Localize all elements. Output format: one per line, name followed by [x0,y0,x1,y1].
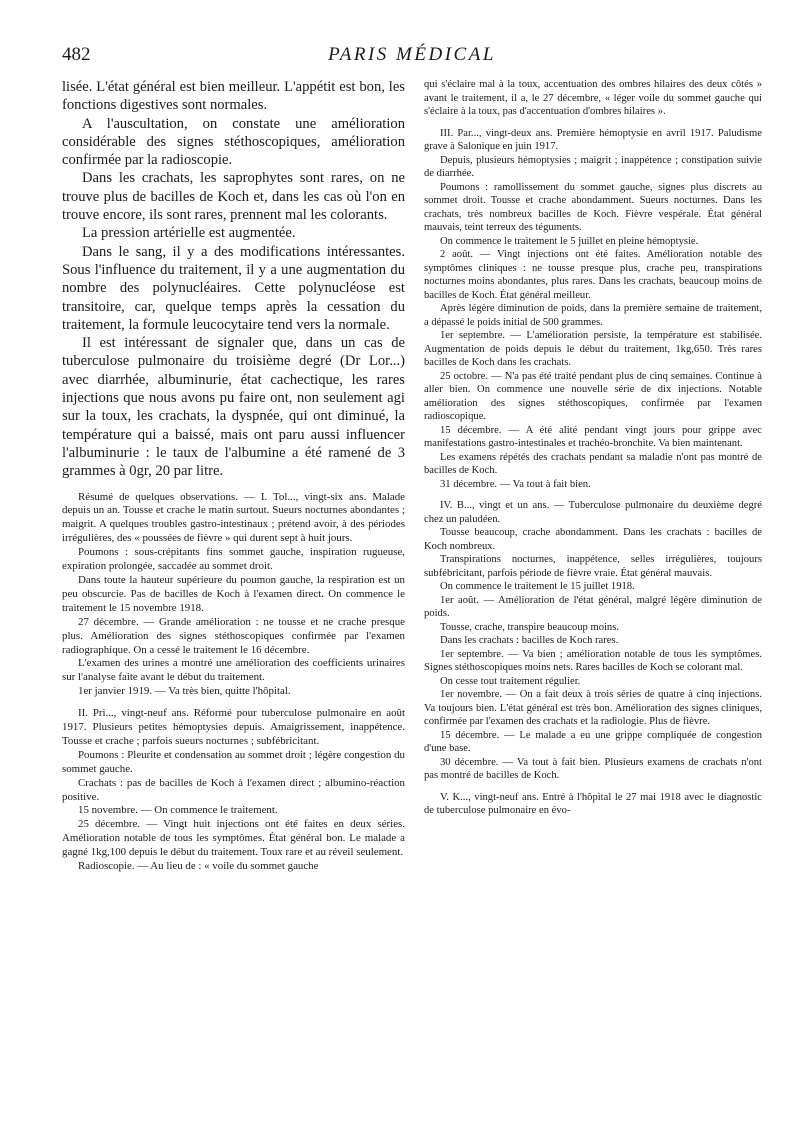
paragraph: Il est intéressant de signaler que, dans un cas de tuberculose pulmonaire du troisième degré (Dr Lor...) avec diarrhée, albuminurie, état cachectique, les rares injections que nous avons pu faire ont, non seulement agi sur la toux, les crachats, la dyspnée, qui ont diminué, la température qui a baissé, mais ont paru aussi influencer l'albuminurie : le taux de l'albumine a été ramené de 3 grammes à 0gr, 20 par litre. [62,335,405,480]
right-column [424,78,762,818]
paragraph: IV. B..., vingt et un ans. — Tuberculose pulmonaire du deuxième degré chez un paludéen. [424,500,762,525]
paragraph: Dans les crachats : bacilles de Koch rares. [440,635,619,646]
paragraph: 1er septembre. — Va bien ; amélioration notable de tous les symptômes. Signes stéthoscopiques moins nets. Rares bacilles de Koch se colorant mal. [424,648,762,673]
paragraph: 25 décembre. — Vingt huit injections ont été faites en deux séries. Amélioration notable de tous les symptômes. État général bon. Le malade a gagné 1kg,100 depuis le début du traitement. Toux rare et au réveil seulement. [62,818,405,859]
paragraph: Les examens répétés des crachats pendant sa maladie n'ont pas montré de bacilles de Koch. [424,451,762,476]
paragraph: Après légère diminution de poids, dans la première semaine de traitement, a dépassé le poids initial de 500 grammes. [424,303,762,328]
paragraph: On commence le traitement le 5 juillet en pleine hémoptysie. [440,235,699,247]
observations-text [62,491,405,874]
paragraph: Poumons : Pleurite et condensation au sommet droit ; légère congestion du sommet gauche. [62,748,405,775]
left-column [62,78,405,874]
paragraph: 1er septembre. — L'amélioration persiste, la température est stabilisée. Augmentation de poids depuis le début du traitement, 1kg,650. Très rares bacilles de Koch dans les crachats. [424,330,762,368]
paragraph: La pression artérielle est augmentée. [82,225,296,242]
paragraph: L'examen des urines a montré une amélioration des coefficients urinaires sur l'analyse faite avant le début du traitement. [62,657,405,684]
paragraph: Dans toute la hauteur supérieure du poumon gauche, la respiration est un peu obscurcie. Pas de bacilles de Koch à l'examen direct. On commence le traitement le 15 novembre 1918. [62,573,405,614]
paragraph: 1er août. — Amélioration de l'état général, malgré légère diminution de poids. [424,594,762,619]
paragraph: lisée. L'état général est bien meilleur. L'appétit est bon, les fonctions digestives sont normales. [62,79,405,114]
paragraph: 31 décembre. — Va tout à fait bien. [440,478,591,490]
paragraph: Dans le sang, il y a des modifications intéressantes. Sous l'influence du traitement, il y a une augmentation du nombre des polynucléaires. Cette polynucléose est transitoire, car, quelque temps après la cessation du traitement, la formule leucocytaire tend vers la normale. [62,243,405,333]
journal-title: PARIS MÉDICAL [328,44,496,65]
main-text [62,78,405,481]
paragraph: V. K..., vingt-neuf ans. Entré à l'hôpital le 27 mai 1918 avec le diagnostic de tuberculose pulmonaire en évo- [424,791,762,816]
paragraph: 27 décembre. — Grande amélioration : ne tousse et ne crache presque plus. Amélioration des signes stéthoscopiques confirmée par l'examen radiographique. On a cessé le traitement le 16 décembre. [62,615,405,656]
paragraph: Transpirations nocturnes, inappétence, selles irrégulières, toujours subfébricitant, parfois période de fièvre vraie. État général mauvais. [424,554,762,579]
page-header [62,44,762,74]
paragraph: Poumons : ramollissement du sommet gauche, signes plus discrets au sommet droit. Tousse et crache abondamment. Sueurs nocturnes. Dans les crachats, très nombreux bacilles de Koch. Fièvre vespérale. État général mauvais, teint terreux des téguments. [424,181,762,233]
paragraph: Tousse beaucoup, crache abondamment. Dans les crachats : bacilles de Koch nombreux. [424,527,762,552]
paragraph: Dans les crachats, les saprophytes sont rares, on ne trouve plus de bacilles de Koch et, dans les cas où l'on en trouve encore, ils sont rares, prennent mal les colorants. [62,170,405,224]
paragraph: On commence le traitement le 15 juillet 1918. [440,581,635,592]
paragraph: Depuis, plusieurs hémoptysies ; maigrit ; inappétence ; constipation suivie de diarrhée. [424,154,762,179]
paragraph: 15 novembre. — On commence le traitement. [78,804,278,817]
paragraph: 2 août. — Vingt injections ont été faites. Amélioration notable des symptômes cliniques : ne tousse presque plus, crache peu, transpirations nocturnes moins abondantes, plus rares. Dans les crachats, beaucoup moins de bacilles de Koch. État général meilleur. [424,249,762,301]
paragraph: 30 décembre. — Va tout à fait bien. Plusieurs examens de crachats n'ont pas montré de bacilles de Koch. [424,756,762,781]
paragraph: Résumé de quelques observations. — I. Tol..., vingt-six ans. Malade depuis un an. Tousse et crache le matin surtout. Sueurs nocturnes abondantes ; maigrit. A quelques troubles gastro-intestinaux ; prétend avoir, à des périodes irrégulières, des « poussées de fièvre » qui durent sept à huit jours. [62,490,405,545]
paragraph: 15 décembre. — A été alité pendant vingt jours pour grippe avec manifestations gastro-intestinales et trachéo-bronchite. Va bien maintenant. [424,424,762,449]
paragraph: A l'auscultation, on constate une amélioration considérable des signes stéthoscopiques, amélioration confirmée par la radioscopie. [62,115,405,169]
paragraph: II. Pri..., vingt-neuf ans. Réformé pour tuberculose pulmonaire en août 1917. Plusieurs petites hémoptysies depuis. Amaigrissement, inappétence. Tousse et crache ; parfois sueurs nocturnes ; subfébricitant. [62,707,405,747]
paragraph: Poumons : sous-crépitants fins sommet gauche, inspiration rugueuse, expiration prolongée, saccadée au sommet droit. [62,546,405,573]
page-number: 482 [62,44,91,65]
paragraph: III. Par..., vingt-deux ans. Première hémoptysie en avril 1917. Paludisme grave à Salonique en juin 1917. [424,127,762,152]
paragraph: 1er novembre. — On a fait deux à trois séries de quatre à cinq injections. Va toujours bien. L'état général est très bon. Amélioration des signes cliniques, confirmée par l'examen des crachats et la radiologie. Plus de fièvre. [424,689,762,727]
paragraph: On cesse tout traitement régulier. [440,675,581,687]
paragraph: 15 décembre. — Le malade a eu une grippe compliquée de congestion d'une base. [424,729,762,754]
paragraph: Crachats : pas de bacilles de Koch à l'examen direct ; albumino-réaction positive. [62,776,405,803]
paragraph: Radioscopie. — Au lieu de : « voile du sommet gauche [78,860,319,873]
paragraph: qui s'éclaire mal à la toux, accentuation des ombres hilaires des deux côtés » avant le traitement, il a, le 27 décembre, « léger voile du sommet gauche qui s'éclaire à la toux, pas d'accentuation d'ombres hilaires ». [424,79,762,117]
paragraph: 25 octobre. — N'a pas été traité pendant plus de cinq semaines. Continue à aller bien. On commence une nouvelle série de dix injections. Notable amélioration des signes stéthoscopiques, confirmée par l'examen radioscopique. [424,370,762,422]
paragraph: Tousse, crache, transpire beaucoup moins. [440,621,619,633]
paragraph: 1er janvier 1919. — Va très bien, quitte l'hôpital. [78,685,291,698]
